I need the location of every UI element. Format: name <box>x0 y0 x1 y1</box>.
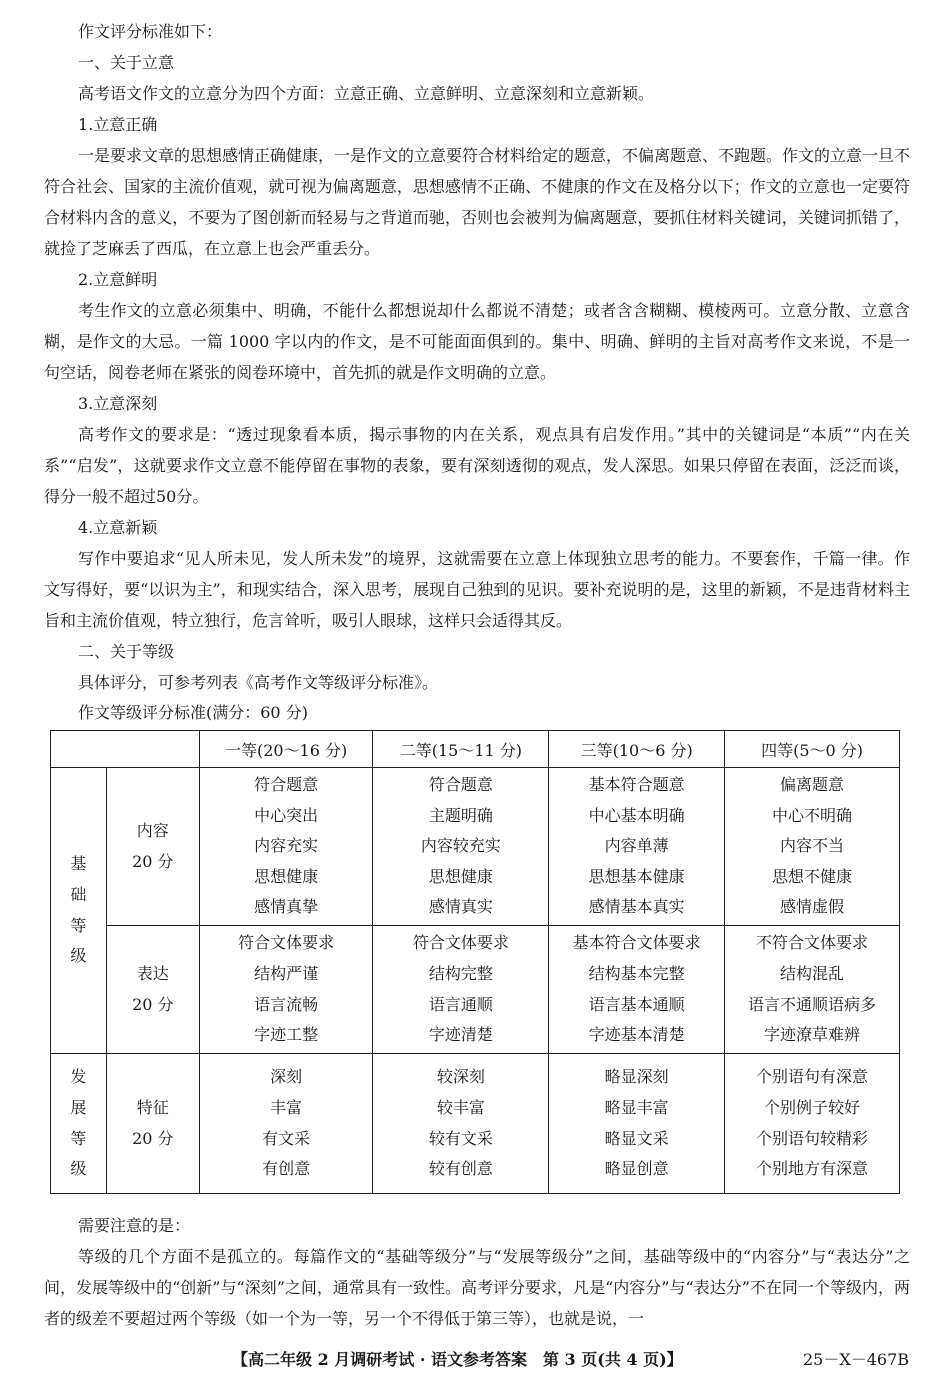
footer-code: 25－X－467B <box>803 1350 910 1369</box>
section2-title: 二、关于等级 <box>78 642 175 661</box>
table-header-row <box>51 731 900 768</box>
table-corner-cell <box>51 731 200 768</box>
notes-title: 需要注意的是： <box>78 1216 191 1235</box>
item3-text: 高考作文的要求是：“透过现象看本质，揭示事物的内在关系，观点具有启发作用。”其中的关键词是“本质”“内在关系”“启发”，这就要求作文立意不能停留在事物的表象，要有深刻透彻的观点，发人深思。如果只停留在表面，泛泛而谈，得分一般不超过50分。 <box>44 425 910 506</box>
cell-content-grade-1: 符合题意 中心突出 内容充实 思想健康 感情真挚 <box>199 768 373 926</box>
cell-expression-grade-3: 基本符合文体要求 结构基本完整 语言基本通顺 字迹基本清楚 <box>549 926 725 1054</box>
section2-ref: 具体评分，可参考列表《高考作文等级评分标准》。 <box>78 673 439 692</box>
cell-expression-grade-1: 符合文体要求 结构严谨 语言流畅 字迹工整 <box>199 926 373 1054</box>
group-basic-label: 基 础 等 级 <box>51 768 107 1054</box>
cell-content-grade-4: 偏离题意 中心不明确 内容不当 思想不健康 感情虚假 <box>725 768 900 926</box>
item3-heading: 3.立意深刻 <box>78 394 158 413</box>
header-grade-2: 二等(15～11 分) <box>373 731 549 768</box>
item1-heading: 1.立意正确 <box>78 115 158 134</box>
table-row-feature <box>51 1054 900 1194</box>
header-grade-3: 三等(10～6 分) <box>549 731 725 768</box>
group-development-label: 发 展 等 级 <box>51 1054 107 1194</box>
table-row-expression <box>51 926 900 1054</box>
section1-title: 一、关于立意 <box>78 53 175 72</box>
header-grade-1: 一等(20～16 分) <box>199 731 373 768</box>
item4-heading: 4.立意新颖 <box>78 518 158 537</box>
cell-content-grade-3: 基本符合题意 中心基本明确 内容单薄 思想基本健康 感情基本真实 <box>549 768 725 926</box>
row-label-expression: 表达 20 分 <box>106 926 199 1054</box>
item2-text: 考生作文的立意必须集中、明确，不能什么都想说却什么都说不清楚；或者含含糊糊、模棱两可。立意分散、立意含糊，是作文的大忌。一篇 1000 字以内的作文，是不可能面面俱到的。集中、明确、鲜明的主旨对高考作文来说，不是一句空话，阅卷老师在紧张的阅卷环境中，首先抓的就是作文明确的立意。 <box>44 301 910 382</box>
row-label-feature: 特征 20 分 <box>106 1054 199 1194</box>
cell-content-grade-2: 符合题意 主题明确 内容较充实 思想健康 感情真实 <box>373 768 549 926</box>
table-title: 作文等级评分标准(满分：60 分) <box>78 703 308 722</box>
header-grade-4: 四等(5～0 分) <box>725 731 900 768</box>
cell-feature-grade-3: 略显深刻 略显丰富 略显文采 略显创意 <box>549 1054 725 1194</box>
cell-feature-grade-4: 个别语句有深意 个别例子较好 个别语句较精彩 个别地方有深意 <box>725 1054 900 1194</box>
item4-text: 写作中要追求“见人所未见，发人所未发”的境界，这就需要在立意上体现独立思考的能力。不要套作，千篇一律。作文写得好，要“以识为主”，和现实结合，深入思考，展现自己独到的见识。要补充说明的是，这里的新颖，不是违背材料主旨和主流价值观，特立独行，危言耸听，吸引人眼球，这样只会适得其反。 <box>44 549 910 630</box>
row-label-content: 内容 20 分 <box>106 768 199 926</box>
cell-feature-grade-2: 较深刻 较丰富 较有文采 较有创意 <box>373 1054 549 1194</box>
footer-exam-info: 【高二年级 2 月调研考试 · 语文参考答案 第 3 页(共 4 页)】 <box>232 1350 683 1369</box>
grading-table <box>50 730 900 1194</box>
section1-summary: 高考语文作文的立意分为四个方面：立意正确、立意鲜明、立意深刻和立意新颖。 <box>78 84 655 103</box>
cell-expression-grade-2: 符合文体要求 结构完整 语言通顺 字迹清楚 <box>373 926 549 1054</box>
table-row-content <box>51 768 900 926</box>
notes-text: 等级的几个方面不是孤立的。每篇作文的“基础等级分”与“发展等级分”之间，基础等级中的“内容分”与“表达分”之间，发展等级中的“创新”与“深刻”之间，通常具有一致性。高考评分要求，凡是“内容分”与“表达分”不在同一个等级内，两者的级差不要超过两个等级（如一个为一等，另一个不得低于第三等），也就是说，一 <box>44 1247 910 1328</box>
cell-expression-grade-4: 不符合文体要求 结构混乱 语言不通顺语病多 字迹潦草难辨 <box>725 926 900 1054</box>
cell-feature-grade-1: 深刻 丰富 有文采 有创意 <box>199 1054 373 1194</box>
intro-line: 作文评分标准如下： <box>78 22 223 41</box>
item2-heading: 2.立意鲜明 <box>78 270 158 289</box>
item1-text: 一是要求文章的思想感情正确健康，一是作文的立意要符合材料给定的题意，不偏离题意、不跑题。作文的立意一旦不符合社会、国家的主流价值观，就可视为偏离题意，思想感情不正确、不健康的作文在及格分以下；作文的立意也一定要符合材料内含的意义，不要为了图创新而轻易与之背道而驰，否则也会被判为偏离题意，要抓住材料关键词，关键词抓错了，就捡了芝麻丢了西瓜，在立意上也会严重丢分。 <box>44 146 911 258</box>
